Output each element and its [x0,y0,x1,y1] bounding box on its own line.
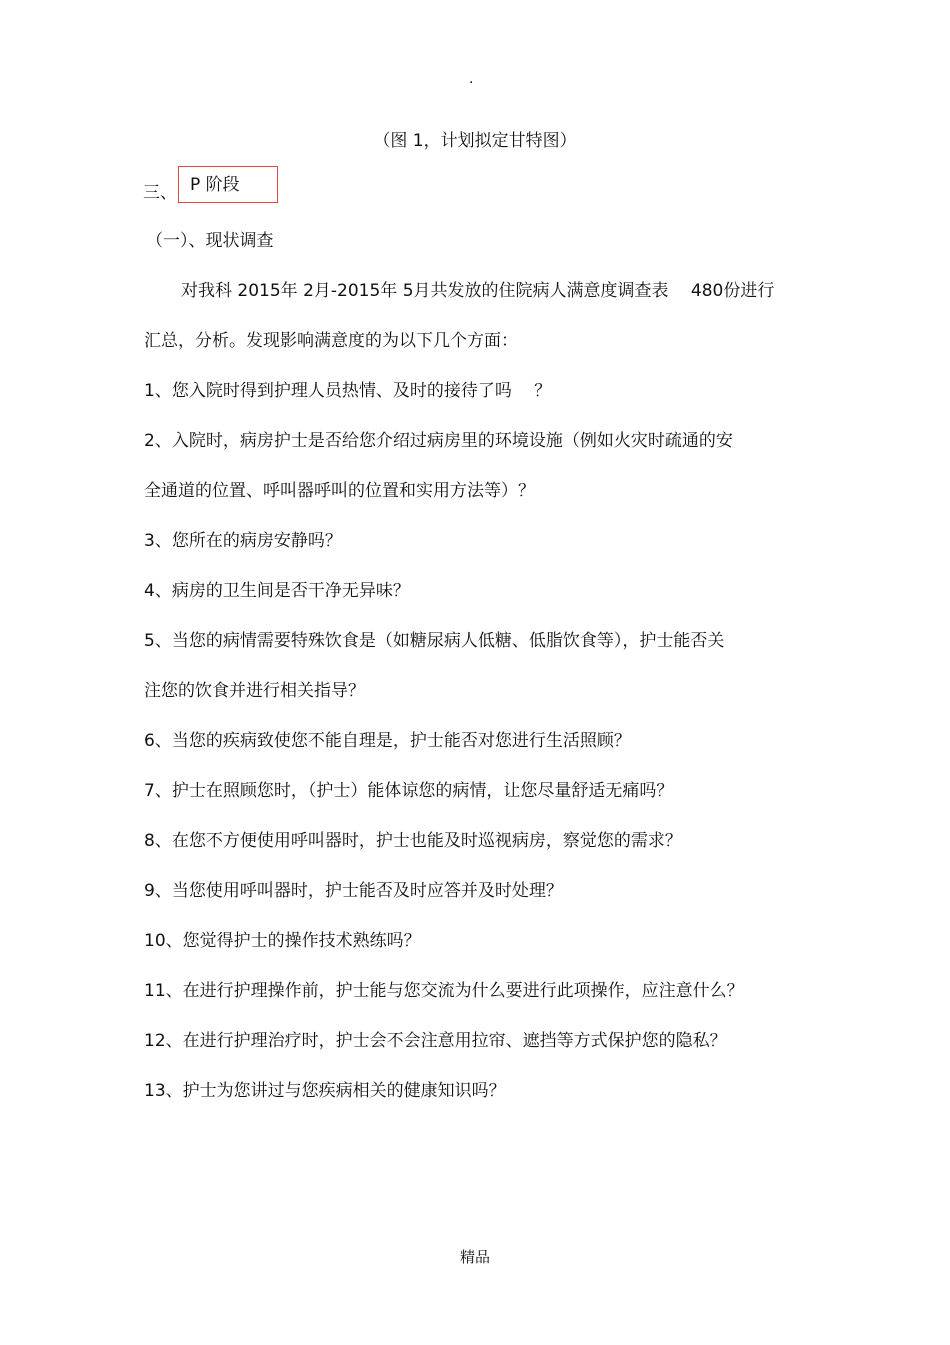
question-line: 7、护士在照顾您时，（护士）能体谅您的病情，让您尽量舒适无痛吗？ [144,781,674,801]
section-title: P 阶段 [190,175,240,195]
question-line: 11、在进行护理操作前，护士能与您交流为什么要进行此项操作，应注意什么？ [144,981,744,1001]
question-line: 注您的饮食并进行相关指导？ [144,681,365,701]
subheading: （一）、现状调查 [146,231,274,251]
section-title-box [178,166,278,203]
page-footer: 精品 [459,1248,490,1266]
intro-paragraph-line-2: 汇总，分析。发现影响满意度的为以下几个方面： [144,331,518,351]
question-line: 6、当您的疾病致使您不能自理是，护士能否对您进行生活照顾？ [144,731,631,751]
question-line: 2、入院时，病房护士是否给您介绍过病房里的环境设施（例如火灾时疏通的安 [144,431,733,451]
section-number: 三、 [143,183,177,203]
question-line: 12、在进行护理治疗时，护士会不会注意用拉帘、遮挡等方式保护您的隐私？ [144,1031,727,1051]
intro-paragraph-line-1: 对我科 2015年 2月-2015年 5月共发放的住院病人满意度调查表 480份进行 [181,281,775,301]
figure-caption: （图 1，计划拟定甘特图） [373,131,577,151]
question-line: 3、您所在的病房安静吗？ [144,531,342,551]
question-line: 1、您入院时得到护理人员热情、及时的接待了吗 ？ [144,381,552,401]
question-line: 4、病房的卫生间是否干净无异味？ [144,581,410,601]
question-line: 8、在您不方便使用呼叫器时，护士也能及时巡视病房，察觉您的需求？ [144,831,682,851]
question-line: 5、当您的病情需要特殊饮食是（如糖尿病人低糖、低脂饮食等），护士能否关 [144,631,725,651]
question-line: 13、护士为您讲过与您疾病相关的健康知识吗？ [144,1081,506,1101]
question-line: 10、您觉得护士的操作技术熟练吗？ [144,931,421,951]
question-line: 9、当您使用呼叫器时，护士能否及时应答并及时处理？ [144,881,563,901]
question-line: 全通道的位置、呼叫器呼叫的位置和实用方法等）？ [144,481,535,501]
top-mark: . [469,71,474,87]
